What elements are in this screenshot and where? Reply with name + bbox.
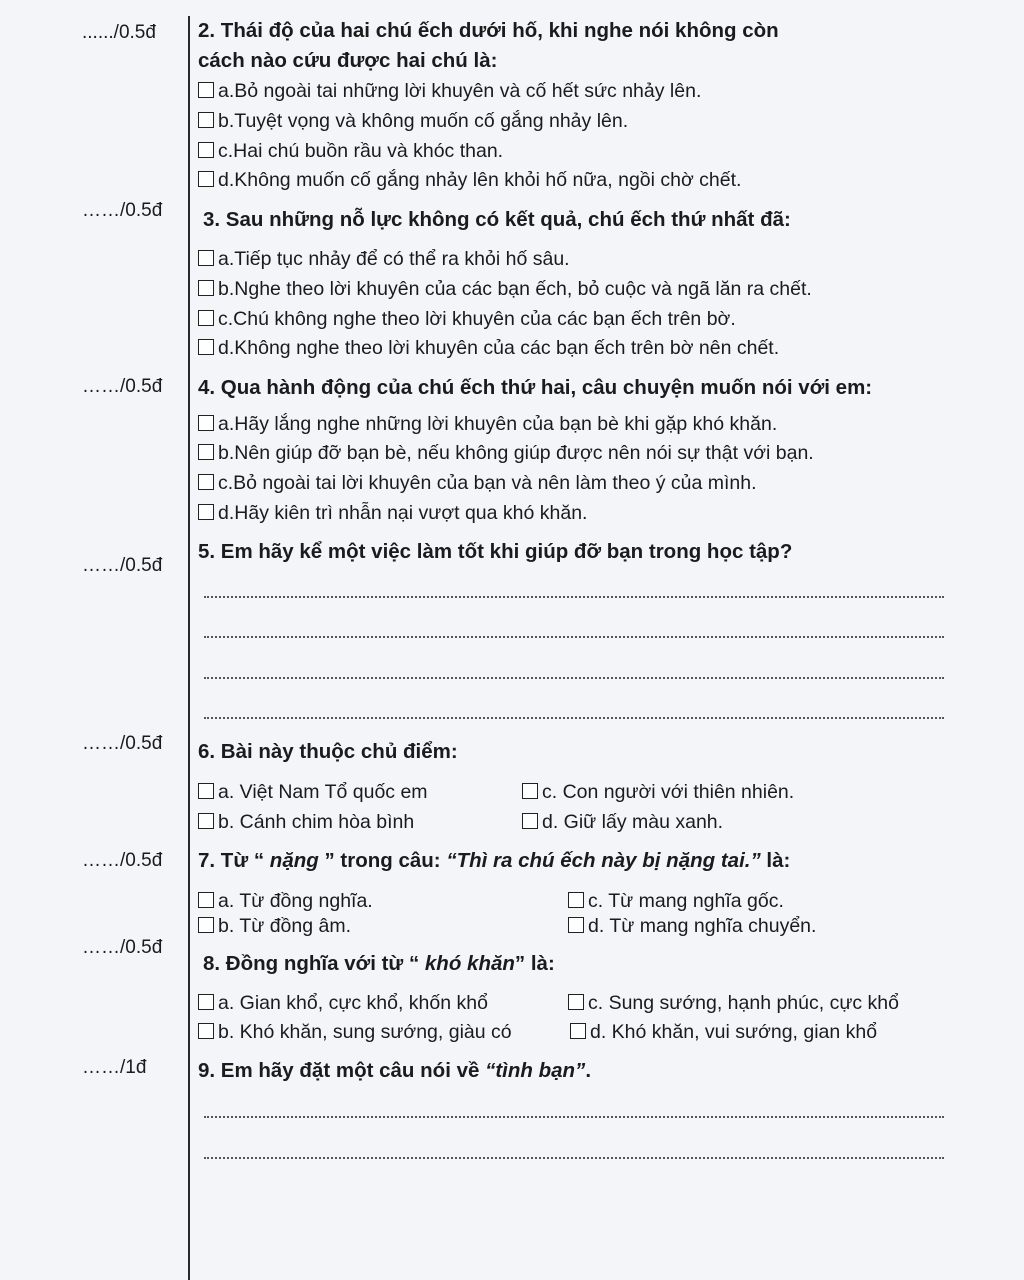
checkbox[interactable] xyxy=(198,917,214,933)
q6-option-b[interactable]: b. Cánh chim hòa bình xyxy=(198,811,414,834)
score-q6: ……/0.5đ xyxy=(82,733,163,754)
question-9-title: 9. Em hãy đặt một câu nói về “tình bạn”. xyxy=(198,1059,592,1082)
question-5-title: 5. Em hãy kể một việc làm tốt khi giúp đỡ bạn trong học tập? xyxy=(198,540,793,563)
q6-option-c[interactable]: c. Con người với thiên nhiên. xyxy=(522,781,794,804)
checkbox[interactable] xyxy=(198,415,214,431)
q7-option-a[interactable]: a. Từ đồng nghĩa. xyxy=(198,890,373,913)
q4-option-c[interactable]: c.Bỏ ngoài tai lời khuyên của bạn và nên làm theo ý của mình. xyxy=(198,472,757,495)
answer-line[interactable] xyxy=(204,1116,944,1118)
score-q2: ....../0.5đ xyxy=(82,22,156,43)
q3-option-d[interactable]: d.Không nghe theo lời khuyên của các bạn ếch trên bờ nên chết. xyxy=(198,337,779,360)
checkbox[interactable] xyxy=(198,474,214,490)
question-7-title: 7. Từ “ nặng ” trong câu: “Thì ra chú ếch này bị nặng tai.” là: xyxy=(198,849,791,872)
checkbox[interactable] xyxy=(568,917,584,933)
q2-option-c[interactable]: c.Hai chú buồn rầu và khóc than. xyxy=(198,140,503,163)
checkbox[interactable] xyxy=(198,444,214,460)
q2-option-d[interactable]: d.Không muốn cố gắng nhảy lên khỏi hố nữa, ngồi chờ chết. xyxy=(198,169,741,192)
q6-option-a[interactable]: a. Việt Nam Tổ quốc em xyxy=(198,781,428,804)
answer-line[interactable] xyxy=(204,596,944,598)
checkbox[interactable] xyxy=(198,280,214,296)
checkbox[interactable] xyxy=(198,339,214,355)
q8-option-c[interactable]: c. Sung sướng, hạnh phúc, cực khổ xyxy=(568,992,899,1015)
answer-line[interactable] xyxy=(204,677,944,679)
q4-option-d[interactable]: d.Hãy kiên trì nhẫn nại vượt qua khó khăn. xyxy=(198,502,587,525)
q3-option-a[interactable]: a.Tiếp tục nhảy để có thể ra khỏi hố sâu. xyxy=(198,248,570,271)
question-6-title: 6. Bài này thuộc chủ điểm: xyxy=(198,740,458,763)
checkbox[interactable] xyxy=(198,813,214,829)
q3-option-b[interactable]: b.Nghe theo lời khuyên của các bạn ếch, bỏ cuộc và ngã lăn ra chết. xyxy=(198,278,812,301)
checkbox[interactable] xyxy=(198,892,214,908)
q8-option-b[interactable]: b. Khó khăn, sung sướng, giàu có xyxy=(198,1021,512,1044)
checkbox[interactable] xyxy=(568,994,584,1010)
checkbox[interactable] xyxy=(198,142,214,158)
score-q7: ……/0.5đ xyxy=(82,850,163,871)
checkbox[interactable] xyxy=(198,1023,214,1039)
checkbox[interactable] xyxy=(522,783,538,799)
q8-option-d[interactable]: d. Khó khăn, vui sướng, gian khổ xyxy=(570,1021,877,1044)
q2-option-b[interactable]: b.Tuyệt vọng và không muốn cố gắng nhảy lên. xyxy=(198,110,628,133)
q4-option-b[interactable]: b.Nên giúp đỡ bạn bè, nếu không giúp được nên nói sự thật với bạn. xyxy=(198,442,814,465)
checkbox[interactable] xyxy=(570,1023,586,1039)
q8-option-a[interactable]: a. Gian khổ, cực khổ, khốn khổ xyxy=(198,992,488,1015)
q2-option-a[interactable]: a.Bỏ ngoài tai những lời khuyên và cố hết sức nhảy lên. xyxy=(198,80,701,103)
checkbox[interactable] xyxy=(198,310,214,326)
question-4-title: 4. Qua hành động của chú ếch thứ hai, câu chuyện muốn nói với em: xyxy=(198,376,873,399)
answer-line[interactable] xyxy=(204,636,944,638)
q6-option-d[interactable]: d. Giữ lấy màu xanh. xyxy=(522,811,723,834)
score-q5: ……/0.5đ xyxy=(82,555,163,576)
checkbox[interactable] xyxy=(198,994,214,1010)
margin-divider xyxy=(188,16,190,1280)
q3-option-c[interactable]: c.Chú không nghe theo lời khuyên của các bạn ếch trên bờ. xyxy=(198,308,736,331)
checkbox[interactable] xyxy=(568,892,584,908)
checkbox[interactable] xyxy=(198,504,214,520)
score-q8: ……/0.5đ xyxy=(82,937,163,958)
checkbox[interactable] xyxy=(198,112,214,128)
checkbox[interactable] xyxy=(198,82,214,98)
q4-option-a[interactable]: a.Hãy lắng nghe những lời khuyên của bạn bè khi gặp khó khăn. xyxy=(198,413,777,436)
answer-line[interactable] xyxy=(204,717,944,719)
score-q9: ……/1đ xyxy=(82,1057,147,1078)
q7-option-d[interactable]: d. Từ mang nghĩa chuyển. xyxy=(568,915,816,938)
question-3-title: 3. Sau những nỗ lực không có kết quả, chú ếch thứ nhất đã: xyxy=(203,208,791,231)
checkbox[interactable] xyxy=(198,250,214,266)
checkbox[interactable] xyxy=(198,171,214,187)
checkbox[interactable] xyxy=(522,813,538,829)
score-q4: ……/0.5đ xyxy=(82,376,163,397)
question-2-title: 2. Thái độ của hai chú ếch dưới hố, khi nghe nói không còn cách nào cứu được hai chú là: xyxy=(198,19,779,72)
q7-option-c[interactable]: c. Từ mang nghĩa gốc. xyxy=(568,890,784,913)
answer-line[interactable] xyxy=(204,1157,944,1159)
score-q3: ……/0.5đ xyxy=(82,200,163,221)
question-8-title: 8. Đồng nghĩa với từ “ khó khăn” là: xyxy=(203,952,555,975)
checkbox[interactable] xyxy=(198,783,214,799)
q7-option-b[interactable]: b. Từ đồng âm. xyxy=(198,915,351,938)
